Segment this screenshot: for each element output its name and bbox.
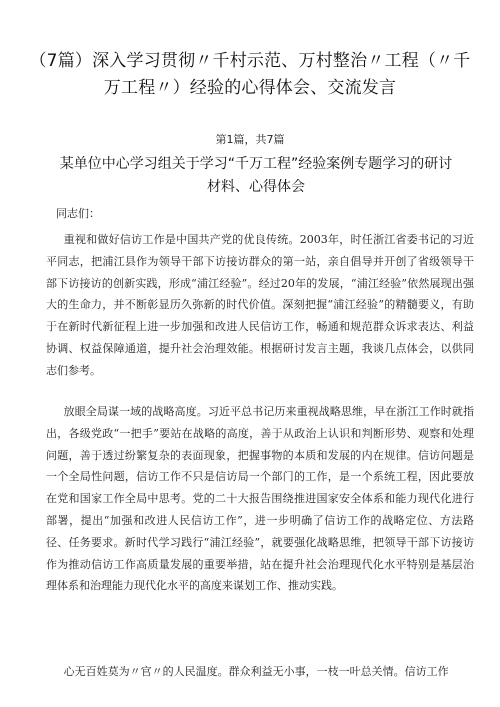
paragraph-1: 重视和做好信访工作是中国共产党的优良传统。2003年，时任浙江省委书记的习近平同志，把浦江县作为领导干部下访接访群众的第一站，亲自倡导并开创了省级领导干部下访接访的创新实践，形成“浦江经验”。经过20年的发展，“浦江经验”依然展现出强大的生命力，并不断彰显历久弥新的时代价值。深刻把握“浦江经验”的精髓要义，有助于在新时代新征程上进一步加强和改进人民信访工作，畅通和规范群众诉求表达、利益协调、权益保障通道，提升社会治理效能。根据研讨发言主题，我谈几点体会，以供同志们参考。 <box>46 233 474 377</box>
salutation: 同志们： <box>56 207 100 220</box>
paragraph-2: 放眼全局谋一域的战略高度。习近平总书记历来重视战略思维，早在浙江工作时就指出，各级党政“一把手”要站在战略的高度，善于从政治上认识和判断形势、观察和处理问题，善于透过纷繁复杂的表面现象，把握事物的本质和发展的内在规律。信访问题是一个全局性问题，信访工作不只是信访局一个部门的工作，是一个系统工程，因此要放在党和国家工作全局中思考。党的二十大报告围绕推进国家安全体系和能力现代化进行部署，提出“加强和改进人民信访工作”，进一步明确了信访工作的战略定位、方法路径、任务要求。新时代学习践行“浦江经验”，就要强化战略思维，把领导干部下访接访作为推动信访工作高质量发展的重要举措，站在提升社会治理现代化水平特别是基层治理体系和治理能力现代化水平的高度来谋划工作、推动实践。 <box>46 405 474 593</box>
paragraph-3: 心无百姓莫为〃官〃的人民温度。群众利益无小事，一枝一叶总关情。信访工作 <box>63 665 449 678</box>
page-indicator: 第1篇，共7篇 <box>215 133 285 146</box>
document-title: （7篇）深入学习贯彻〃千村示范、万村整治〃工程（〃千万工程〃）经验的心得体会、交流发言 <box>29 51 471 98</box>
section-title: 某单位中心学习组关于学习“千万工程”经验案例专题学习的研讨材料、心得体会 <box>59 156 453 195</box>
